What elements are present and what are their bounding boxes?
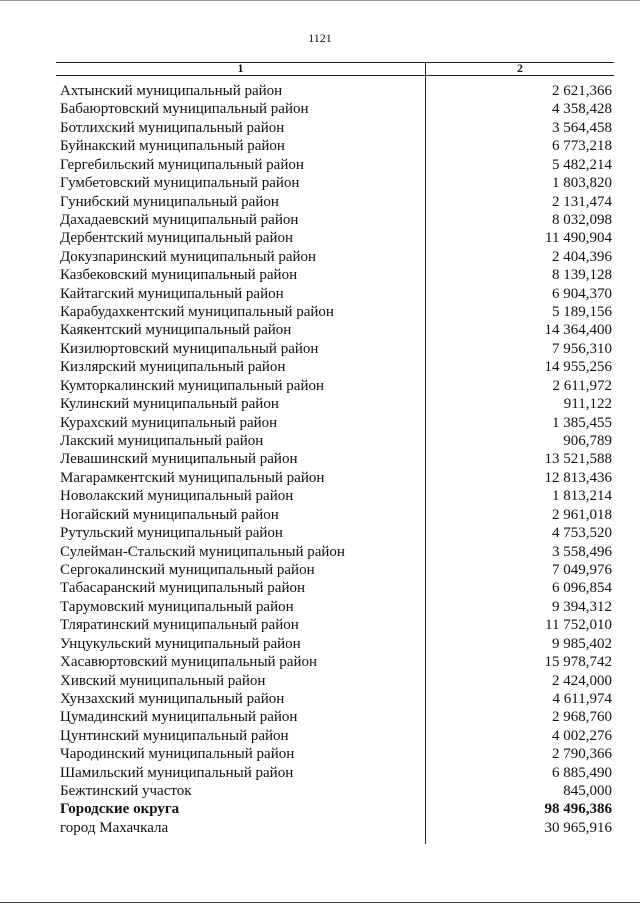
row-name: Шамильский муниципальный район: [60, 764, 294, 781]
row-name: Хунзахский муниципальный район: [60, 690, 285, 707]
row-value: 3 564,458: [552, 119, 612, 136]
row-value: 8 139,128: [552, 267, 612, 284]
table-row: [56, 727, 614, 745]
row-value: 2 611,972: [552, 377, 612, 394]
row-value: 7 956,310: [552, 340, 612, 357]
table-row: [56, 561, 614, 579]
row-value: 1 803,820: [552, 175, 612, 192]
row-name: Сулейман-Стальский муниципальный район: [60, 543, 345, 560]
table-row: [56, 450, 614, 468]
table-row: [56, 266, 614, 284]
row-name: Кайтагский муниципальный район: [60, 285, 284, 302]
row-name: Хивский муниципальный район: [60, 672, 266, 689]
table-row: [56, 211, 614, 229]
table-row: [56, 358, 614, 376]
row-value: 6 885,490: [552, 764, 612, 781]
row-value: 2 404,396: [552, 248, 612, 265]
row-value: 8 032,098: [552, 211, 612, 228]
table-row: [56, 819, 614, 837]
table-row: [56, 708, 614, 726]
row-value: 4 002,276: [552, 727, 612, 744]
row-name: Чародинский муниципальный район: [60, 746, 295, 763]
row-value: 2 621,366: [552, 83, 612, 99]
table-row: [56, 616, 614, 634]
row-name: Буйнакский муниципальный район: [60, 138, 285, 155]
row-name: Каякентский муниципальный район: [60, 322, 292, 339]
row-name: Гергебильский муниципальный район: [60, 156, 304, 173]
row-value: 15 978,742: [544, 654, 612, 671]
row-name: Курахский муниципальный район: [60, 414, 278, 431]
column-header-1: 1: [237, 61, 244, 75]
table-row: [56, 782, 614, 800]
row-name: Гунибский муниципальный район: [60, 193, 279, 210]
table-row: [56, 690, 614, 708]
table-row: [56, 653, 614, 671]
row-name: Сергокалинский муниципальный район: [60, 561, 315, 578]
table-row: [56, 745, 614, 763]
row-value: 1 813,214: [552, 488, 612, 505]
row-name: Кулинский муниципальный район: [60, 396, 279, 413]
bottom-border-line: [0, 902, 640, 903]
row-value: 906,789: [563, 433, 612, 450]
row-name: Дербентский муниципальный район: [60, 230, 294, 247]
row-name: Бежтинский участок: [60, 783, 192, 800]
row-name: Табасаранский муниципальный район: [60, 580, 306, 597]
column-header-2: 2: [517, 61, 523, 75]
row-name: Кумторкалинский муниципальный район: [60, 377, 325, 394]
table-row: [56, 377, 614, 395]
row-value: 2 968,760: [552, 709, 612, 726]
row-value: 2 790,366: [552, 746, 612, 763]
table-row: [56, 248, 614, 266]
table-row: [56, 800, 614, 818]
table-row: [56, 598, 614, 616]
table-row: [56, 469, 614, 487]
row-value: 9 985,402: [552, 635, 612, 652]
row-value: 4 611,974: [552, 690, 612, 707]
row-name: Кизлярский муниципальный район: [60, 359, 286, 376]
row-name: Тляратинский муниципальный район: [60, 617, 299, 634]
table-row: [56, 82, 614, 100]
table-row: [56, 579, 614, 597]
row-value: 3 558,496: [552, 543, 612, 560]
table-body: [56, 82, 614, 837]
table-row: [56, 193, 614, 211]
row-value: 14 364,400: [544, 322, 612, 339]
row-value: 13 521,588: [544, 451, 612, 468]
row-value: 1 385,455: [552, 414, 612, 431]
row-value: 5 482,214: [552, 156, 612, 173]
table-row: [56, 432, 614, 450]
table-row: [56, 174, 614, 192]
row-value: 911,122: [563, 396, 612, 413]
row-name: Гумбетовский муниципальный район: [60, 175, 300, 192]
table-row: [56, 321, 614, 339]
table-row: [56, 156, 614, 174]
row-name: Тарумовский муниципальный район: [60, 598, 294, 615]
table-row: [56, 764, 614, 782]
row-name: Ахтынский муниципальный район: [60, 83, 283, 99]
row-value: 11 752,010: [545, 617, 612, 634]
row-name: Новолакский муниципальный район: [60, 488, 294, 505]
row-value: 5 189,156: [552, 304, 612, 321]
row-value: 4 753,520: [552, 525, 612, 542]
row-value: 9 394,312: [552, 598, 612, 615]
row-name: Лакский муниципальный район: [60, 433, 264, 450]
table-row: [56, 395, 614, 413]
row-value: 4 358,428: [552, 101, 612, 118]
row-value: 2 131,474: [552, 193, 612, 210]
row-value: 6 096,854: [552, 580, 612, 597]
table-row: [56, 506, 614, 524]
table-row: [56, 285, 614, 303]
row-value: 11 490,904: [545, 230, 612, 247]
row-name: Цумадинский муниципальный район: [60, 709, 298, 726]
table-row: [56, 340, 614, 358]
row-name: Ботлихский муниципальный район: [60, 119, 285, 136]
row-name: Ногайский муниципальный район: [60, 506, 279, 523]
row-value: 14 955,256: [544, 359, 612, 376]
row-value: 6 773,218: [552, 138, 612, 155]
table-row: [56, 137, 614, 155]
row-name: Карабудахкентский муниципальный район: [60, 304, 334, 321]
table-row: [56, 414, 614, 432]
row-name: Магарамкентский муниципальный район: [60, 469, 325, 486]
row-name: Казбековский муниципальный район: [60, 267, 298, 284]
row-name: Докузпаринский муниципальный район: [60, 248, 317, 265]
header-separator: [56, 75, 614, 76]
row-name: Цунтинский муниципальный район: [60, 727, 289, 744]
row-name: Городские округа: [60, 801, 180, 818]
table-row: [56, 303, 614, 321]
row-name: Кизилюртовский муниципальный район: [60, 340, 319, 357]
table-row: [56, 672, 614, 690]
top-border-line: [0, 0, 640, 1]
row-name: Бабаюртовский муниципальный район: [60, 101, 309, 118]
row-name: Хасавюртовский муниципальный район: [60, 654, 318, 671]
table-row: [56, 119, 614, 137]
table-row: [56, 487, 614, 505]
row-value: 7 049,976: [552, 561, 612, 578]
row-value: 2 961,018: [552, 506, 612, 523]
row-value: 6 904,370: [552, 285, 612, 302]
row-value: 2 424,000: [552, 672, 612, 689]
table-row: [56, 543, 614, 561]
table-row: [56, 229, 614, 247]
row-value: 30 965,916: [544, 819, 612, 836]
table-row: [56, 635, 614, 653]
table-row: [56, 524, 614, 542]
row-name: город Махачкала: [60, 819, 169, 836]
row-value: 98 496,386: [544, 801, 612, 818]
row-name: Левашинский муниципальный район: [60, 451, 298, 468]
table-row: [56, 100, 614, 118]
row-name: Дахадаевский муниципальный район: [60, 211, 299, 228]
row-value: 12 813,436: [544, 469, 612, 486]
row-value: 845,000: [563, 783, 612, 800]
row-name: Унцукульский муниципальный район: [60, 635, 301, 652]
row-name: Рутульский муниципальный район: [60, 525, 283, 542]
page-number: 1121: [308, 31, 332, 45]
